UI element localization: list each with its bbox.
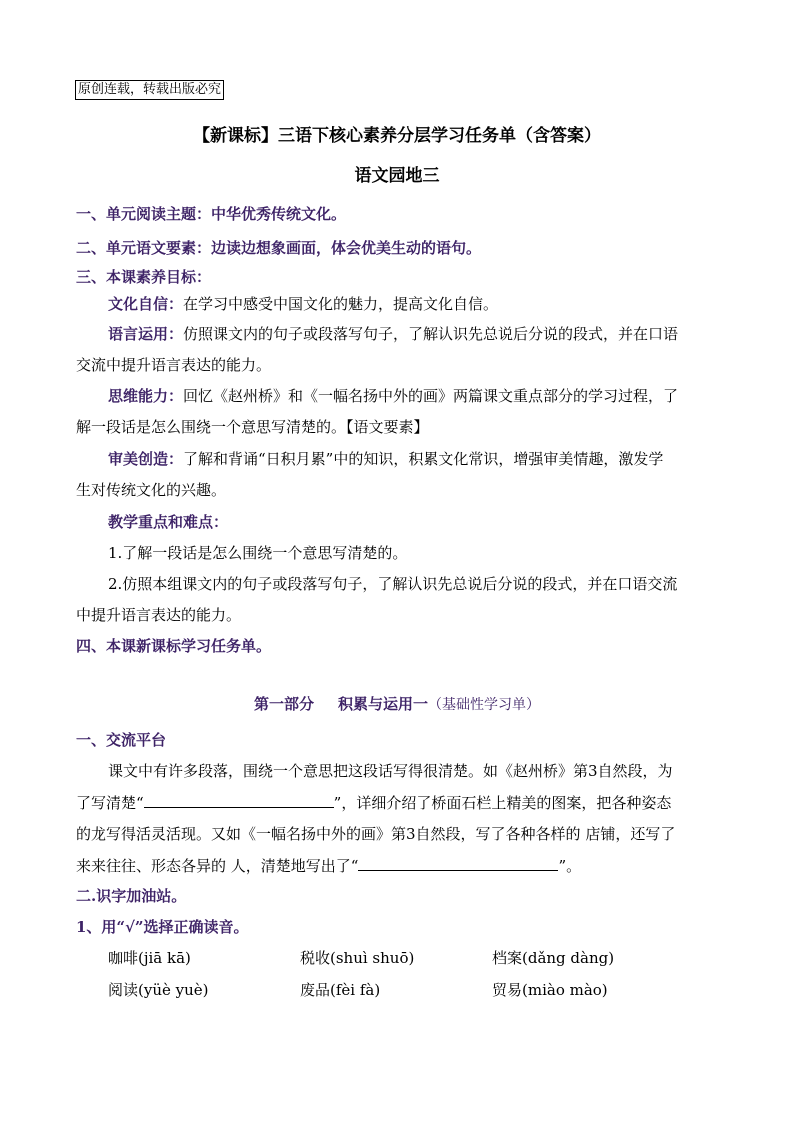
goal-text: 在学习中感受中国文化的魅力，提高文化自信。 [183,295,499,313]
section-goals-heading: 三、本课素养目标： [76,268,212,286]
key-point-2: 2.仿照本组课文内的句子或段落写句子，了解认识先总说后分说的段式，并在口语交流 [108,575,678,593]
section-task-sheet: 四、本课新课标学习任务单。 [76,637,272,655]
exchange-paragraph-line [76,792,721,813]
pinyin-item-shuishou[interactable]: 税收(shuì shuō) [300,949,415,967]
literacy-heading: 二.识字加油站。 [76,887,187,905]
goal-text-continued: 解一段话是怎么围绕一个意思写清楚的。【语文要素】 [76,418,429,436]
literacy-question-1: 1、用“√”选择正确读音。 [76,918,249,936]
goal-label: 审美创造： [108,450,184,468]
text-segment: ”。 [558,857,582,875]
part-one-heading [0,693,794,714]
exchange-paragraph-line: 的龙写得活灵活现。又如《一幅名扬中外的画》第3自然段，写了各种各样的 店铺，还写了 [76,825,676,843]
document-title: 【新课标】三语下核心素养分层学习任务单（含答案） [193,126,601,146]
goal-text-continued: 生对传统文化的兴趣。 [76,481,227,499]
goal-text: 仿照课文内的句子或段落写句子，了解认识先总说后分说的段式，并在口语 [183,325,679,343]
text-segment: 了写清楚“ [76,794,144,812]
part-name: 积累与运用一 [338,695,429,713]
goal-thinking [108,386,721,406]
part-note: （基础性学习单） [428,697,541,713]
goal-text: 了解和背诵“日积月累”中的知识，积累文化常识，增强审美情趣，激发学 [183,450,664,468]
part-label: 第一部分 [253,695,314,713]
goal-text: 回忆《赵州桥》和《一幅名扬中外的画》两篇课文重点部分的学习过程，了 [183,387,679,405]
copyright-stamp: 原创连载，转载出版必究 [75,80,224,100]
exchange-heading: 一、交流平台 [76,731,167,749]
key-point-2-continued: 中提升语言表达的能力。 [76,606,242,624]
section-language-element: 二、单元语文要素：边读边想象画面，体会优美生动的语句。 [76,239,482,257]
exchange-paragraph-line: 课文中有许多段落，围绕一个意思把这段话写得很清楚。如《赵州桥》第3自然段，为 [108,762,673,780]
fill-blank-1[interactable] [144,792,334,808]
section-reading-theme: 一、单元阅读主题：中华优秀传统文化。 [76,205,347,223]
key-points-heading: 教学重点和难点： [108,513,229,531]
fill-blank-2[interactable] [358,855,558,871]
goal-label: 语言运用： [108,325,184,343]
text-segment: ”，详细介绍了桥面石栏上精美的图案，把各种姿态 [333,794,672,812]
exchange-paragraph-line [76,855,721,876]
document-subtitle: 语文园地三 [354,166,440,186]
goal-text-continued: 交流中提升语言表达的能力。 [76,356,272,374]
pinyin-item-maoyi[interactable]: 贸易(miào mào) [492,981,608,999]
goal-language-use [108,324,721,344]
key-point-1: 1.了解一段话是怎么围绕一个意思写清楚的。 [108,544,408,562]
text-segment: 来来往往、形态各异的 人，清楚地写出了“ [76,857,359,875]
goal-label: 思维能力： [108,387,184,405]
pinyin-item-dangan[interactable]: 档案(dǎng dàng) [492,949,615,967]
pinyin-item-yuedu[interactable]: 阅读(yüè yuè) [108,981,209,999]
goal-label: 文化自信： [108,295,184,313]
goal-cultural-confidence [108,294,721,314]
goal-aesthetic [108,449,721,469]
pinyin-item-feipin[interactable]: 废品(fèi fà) [300,981,381,999]
pinyin-item-kafei[interactable]: 咖啡(jiā kā) [108,949,191,967]
